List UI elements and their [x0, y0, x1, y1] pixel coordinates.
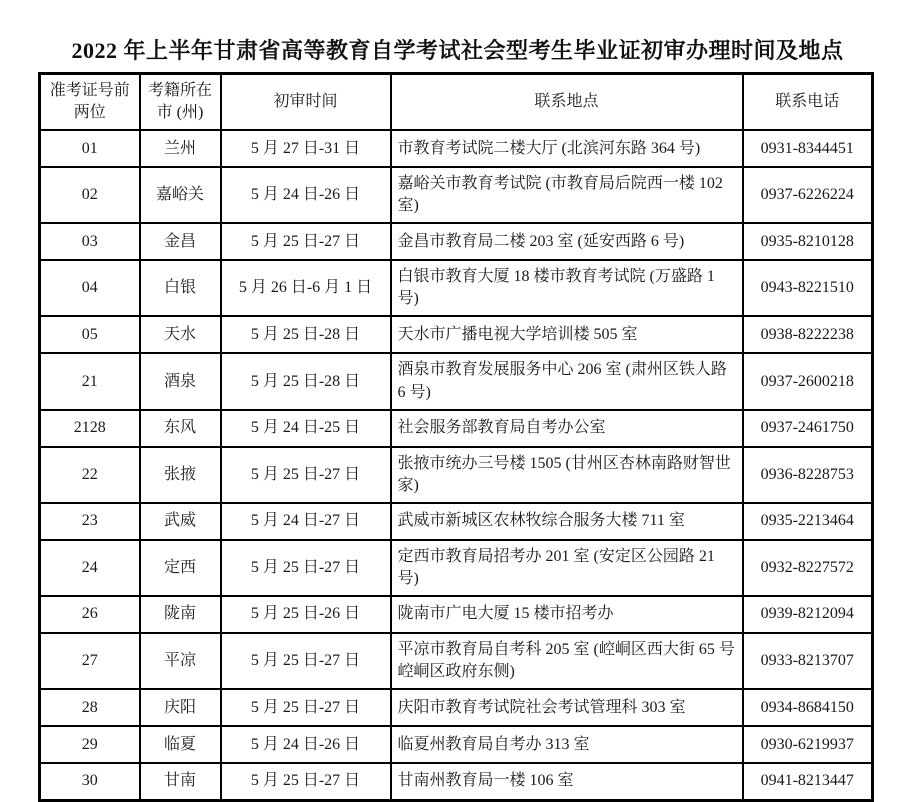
cell-time: 5 月 24 日-26 日	[221, 726, 391, 763]
cell-phone: 0936-8228753	[743, 447, 873, 503]
cell-phone: 0937-2461750	[743, 410, 873, 447]
cell-city: 白银	[140, 260, 221, 316]
cell-phone: 0931-8344451	[743, 130, 873, 167]
table-row	[40, 223, 873, 260]
cell-exam-code: 27	[40, 633, 140, 689]
cell-time: 5 月 25 日-26 日	[221, 596, 391, 633]
table-row	[40, 167, 873, 223]
cell-phone: 0935-2213464	[743, 503, 873, 540]
table-header-row	[40, 74, 873, 131]
table-row	[40, 316, 873, 353]
cell-address: 白银市教育大厦 18 楼市教育考试院 (万盛路 1 号)	[391, 260, 743, 316]
table-row	[40, 260, 873, 316]
cell-exam-code: 04	[40, 260, 140, 316]
cell-exam-code: 21	[40, 353, 140, 409]
cell-phone: 0943-8221510	[743, 260, 873, 316]
cell-address: 金昌市教育局二楼 203 室 (延安西路 6 号)	[391, 223, 743, 260]
table-row	[40, 410, 873, 447]
cell-exam-code: 01	[40, 130, 140, 167]
cell-time: 5 月 25 日-27 日	[221, 763, 391, 800]
cell-exam-code: 02	[40, 167, 140, 223]
cell-time: 5 月 26 日-6 月 1 日	[221, 260, 391, 316]
cell-time: 5 月 27 日-31 日	[221, 130, 391, 167]
cell-city: 张掖	[140, 447, 221, 503]
column-header-exam-code: 准考证号前两位	[40, 74, 140, 131]
cell-time: 5 月 25 日-27 日	[221, 447, 391, 503]
cell-time: 5 月 25 日-27 日	[221, 689, 391, 726]
cell-city: 东风	[140, 410, 221, 447]
cell-exam-code: 05	[40, 316, 140, 353]
cell-time: 5 月 24 日-26 日	[221, 167, 391, 223]
cell-time: 5 月 25 日-27 日	[221, 223, 391, 260]
cell-phone: 0941-8213447	[743, 763, 873, 800]
cell-address: 甘南州教育局一楼 106 室	[391, 763, 743, 800]
cell-time: 5 月 25 日-28 日	[221, 316, 391, 353]
cell-city: 嘉峪关	[140, 167, 221, 223]
cell-city: 定西	[140, 540, 221, 596]
table-row	[40, 540, 873, 596]
cell-exam-code: 28	[40, 689, 140, 726]
cell-exam-code: 26	[40, 596, 140, 633]
table-row	[40, 353, 873, 409]
cell-exam-code: 2128	[40, 410, 140, 447]
column-header-address: 联系地点	[391, 74, 743, 131]
cell-address: 酒泉市教育发展服务中心 206 室 (肃州区铁人路 6 号)	[391, 353, 743, 409]
cell-city: 甘南	[140, 763, 221, 800]
cell-exam-code: 29	[40, 726, 140, 763]
table-row	[40, 596, 873, 633]
cell-address: 市教育考试院二楼大厅 (北滨河东路 364 号)	[391, 130, 743, 167]
cell-city: 陇南	[140, 596, 221, 633]
cell-phone: 0932-8227572	[743, 540, 873, 596]
cell-address: 临夏州教育局自考办 313 室	[391, 726, 743, 763]
schedule-table	[38, 72, 874, 802]
cell-phone: 0939-8212094	[743, 596, 873, 633]
table-body	[40, 130, 873, 800]
cell-address: 平凉市教育局自考科 205 室 (崆峒区西大街 65 号崆峒区政府东侧)	[391, 633, 743, 689]
cell-phone: 0935-8210128	[743, 223, 873, 260]
column-header-time: 初审时间	[221, 74, 391, 131]
cell-time: 5 月 25 日-27 日	[221, 540, 391, 596]
cell-time: 5 月 24 日-27 日	[221, 503, 391, 540]
cell-phone: 0933-8213707	[743, 633, 873, 689]
column-header-city: 考籍所在市 (州)	[140, 74, 221, 131]
cell-city: 天水	[140, 316, 221, 353]
table-row	[40, 689, 873, 726]
cell-city: 酒泉	[140, 353, 221, 409]
cell-time: 5 月 25 日-28 日	[221, 353, 391, 409]
cell-address: 嘉峪关市教育考试院 (市教育局后院西一楼 102 室)	[391, 167, 743, 223]
cell-phone: 0930-6219937	[743, 726, 873, 763]
cell-phone: 0938-8222238	[743, 316, 873, 353]
cell-address: 张掖市统办三号楼 1505 (甘州区杏林南路财智世家)	[391, 447, 743, 503]
table-row	[40, 503, 873, 540]
cell-city: 平凉	[140, 633, 221, 689]
table-row	[40, 763, 873, 800]
cell-city: 武威	[140, 503, 221, 540]
cell-time: 5 月 25 日-27 日	[221, 633, 391, 689]
cell-exam-code: 03	[40, 223, 140, 260]
cell-exam-code: 24	[40, 540, 140, 596]
cell-exam-code: 22	[40, 447, 140, 503]
cell-address: 社会服务部教育局自考办公室	[391, 410, 743, 447]
cell-city: 金昌	[140, 223, 221, 260]
table-row	[40, 633, 873, 689]
cell-address: 庆阳市教育考试院社会考试管理科 303 室	[391, 689, 743, 726]
cell-city: 兰州	[140, 130, 221, 167]
cell-time: 5 月 24 日-25 日	[221, 410, 391, 447]
cell-address: 天水市广播电视大学培训楼 505 室	[391, 316, 743, 353]
cell-phone: 0937-6226224	[743, 167, 873, 223]
cell-exam-code: 30	[40, 763, 140, 800]
cell-phone: 0937-2600218	[743, 353, 873, 409]
table-row	[40, 130, 873, 167]
table-row	[40, 726, 873, 763]
cell-city: 庆阳	[140, 689, 221, 726]
page-title: 2022 年上半年甘肃省高等教育自学考试社会型考生毕业证初审办理时间及地点	[71, 38, 844, 63]
table-row	[40, 447, 873, 503]
cell-address: 定西市教育局招考办 201 室 (安定区公园路 21 号)	[391, 540, 743, 596]
cell-city: 临夏	[140, 726, 221, 763]
cell-address: 陇南市广电大厦 15 楼市招考办	[391, 596, 743, 633]
cell-exam-code: 23	[40, 503, 140, 540]
cell-address: 武威市新城区农林牧综合服务大楼 711 室	[391, 503, 743, 540]
cell-phone: 0934-8684150	[743, 689, 873, 726]
column-header-phone: 联系电话	[743, 74, 873, 131]
